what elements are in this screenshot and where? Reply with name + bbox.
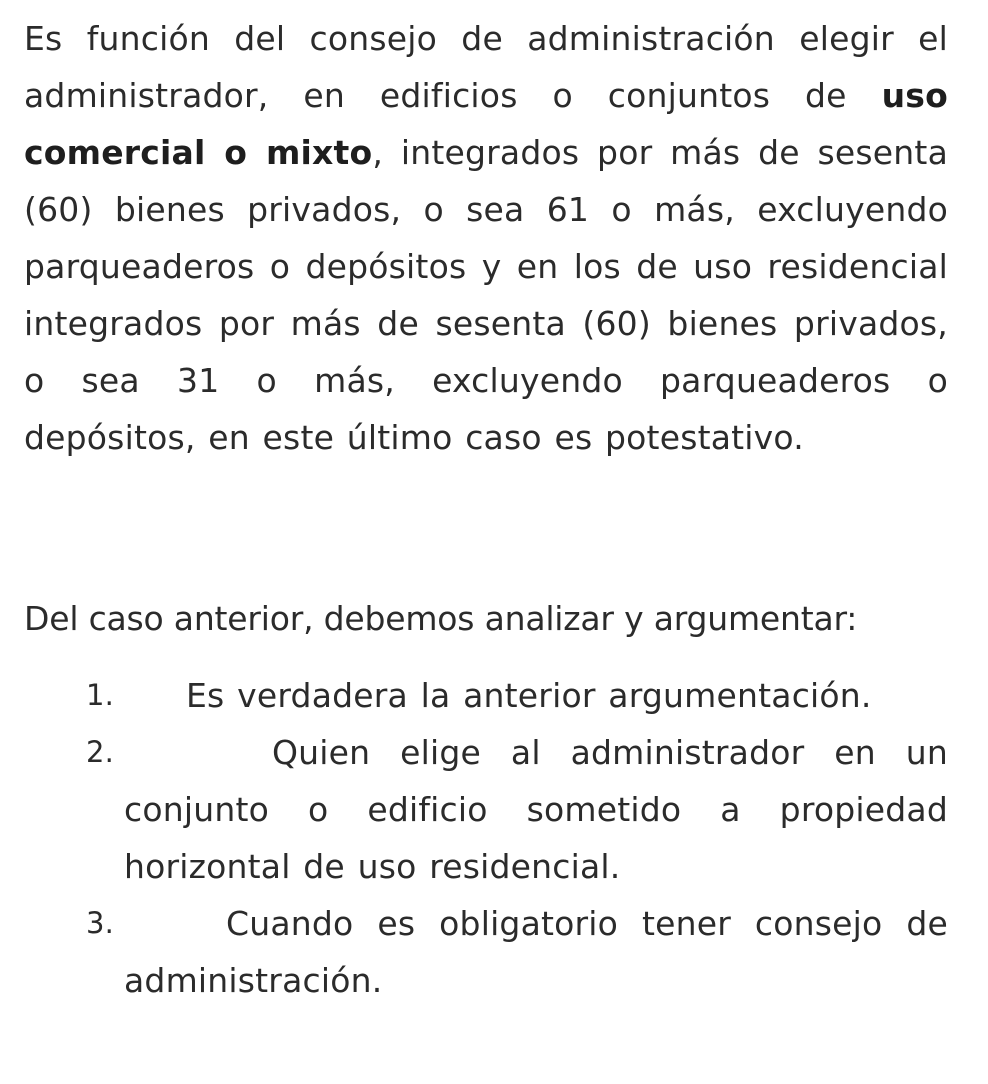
case-paragraph-text-2: , integrados por más de sesenta (60) bienes privados, o sea 61 o más, excluyendo parqueaderos o depósitos y en los de uso residencial integrados por más de sesenta (60) bienes privados, o sea 31 o más, excluyendo parqueaderos o depósitos, en este último caso es potestativo.: [24, 133, 948, 457]
question-text-1: Es verdadera la anterior argumentación.: [186, 676, 872, 715]
question-text-2: Quien elige al administrador en un conjunto o edificio sometido a propiedad horizontal de uso residencial.: [124, 733, 948, 886]
question-text-3: Cuando es obligatorio tener consejo de administración.: [124, 904, 948, 1000]
question-item-2: [24, 724, 948, 895]
questions-list: [24, 667, 948, 1009]
case-paragraph-bold: uso comercial o mixto: [24, 76, 948, 172]
case-paragraph: [24, 10, 948, 466]
question-number-2: 2.: [86, 735, 115, 769]
question-item-1: [24, 667, 948, 724]
case-paragraph-text-1: Es función del consejo de administración elegir el administrador, en edificios o conjuntos de: [24, 19, 948, 115]
question-number-3: 3.: [86, 906, 115, 940]
question-item-3: [24, 895, 948, 1009]
question-number-1: 1.: [86, 678, 115, 712]
lead-sentence: Del caso anterior, debemos analizar y argumentar:: [24, 599, 858, 638]
